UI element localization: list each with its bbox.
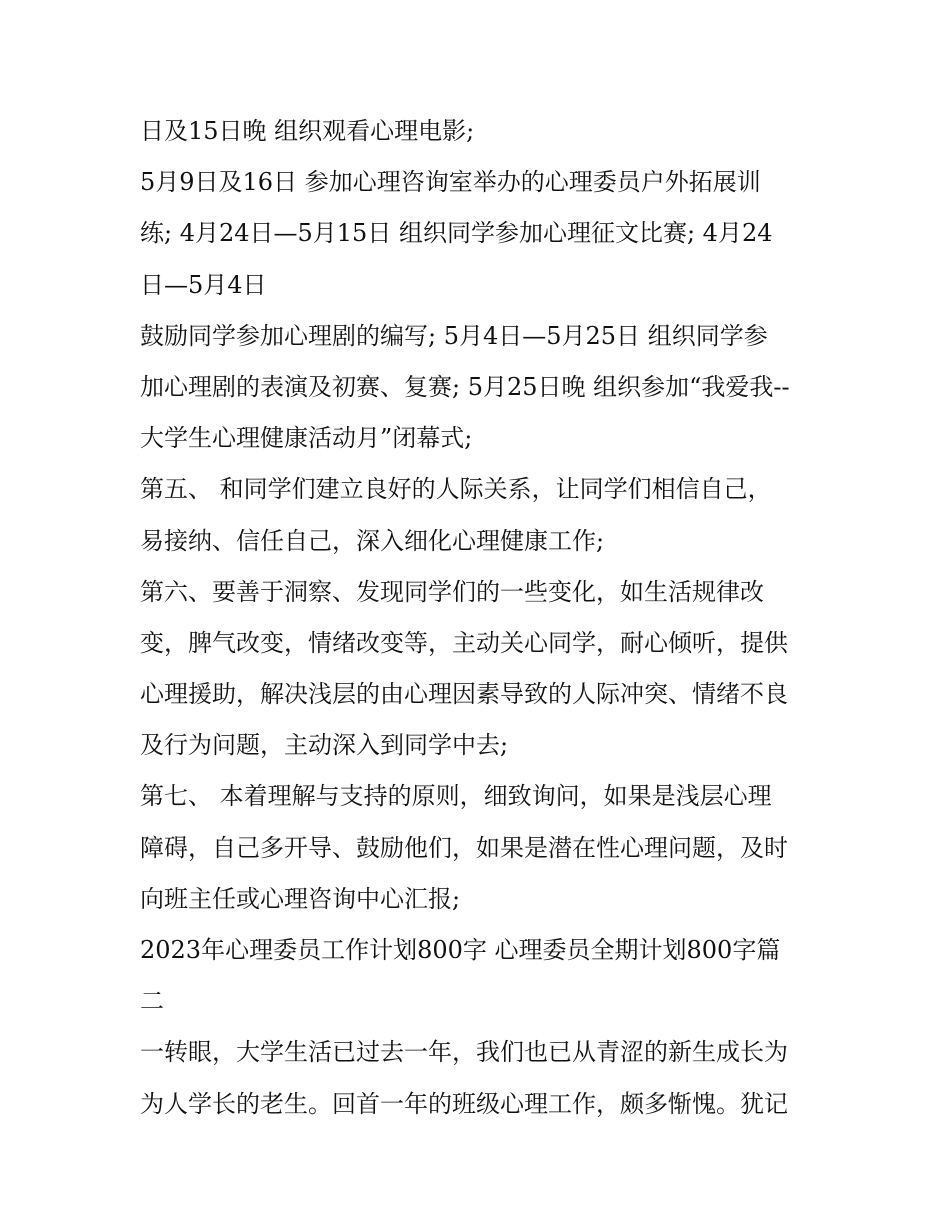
text-line: 第五、 和同学们建立良好的人际关系，让同学们相信自己，	[140, 475, 772, 504]
text-line: 一转眼，大学生活已过去一年，我们也已从青涩的新生成长为	[140, 1038, 788, 1067]
text-line: 2023年心理委员工作计划800字 心理委员全期计划800字篇	[140, 936, 781, 964]
document-body	[140, 106, 820, 1130]
text-line: 练; 4月24日—5月15日 组织同学参加心理征文比赛; 4月24	[140, 219, 773, 248]
text-line: 日—5月4日	[140, 270, 267, 299]
text-line: 日及15日晚 组织观看心理电影;	[140, 117, 475, 145]
text-line: 5月9日及16日 参加心理咨询室举办的心理委员户外拓展训	[140, 168, 761, 197]
text-line: 障碍，自己多开导、鼓励他们，如果是潜在性心理问题，及时	[140, 833, 788, 862]
text-line: 二	[140, 987, 164, 1016]
text-line: 变，脾气改变，情绪改变等，主动关心同学，耐心倾听，提供	[140, 628, 788, 657]
text-line: 鼓励同学参加心理剧的编写; 5月4日—5月25日 组织同学参	[140, 321, 768, 350]
text-line: 易接纳、信任自己，深入细化心理健康工作;	[140, 526, 605, 555]
text-line: 大学生心理健康活动月”闭幕式;	[140, 424, 473, 453]
text-line: 第六、要善于洞察、发现同学们的一些变化，如生活规律改	[140, 577, 764, 606]
text-line: 第七、 本着理解与支持的原则，细致询问，如果是浅层心理	[140, 782, 772, 811]
text-line: 心理援助，解决浅层的由心理因素导致的人际冲突、情绪不良	[140, 680, 788, 709]
text-line: 及行为问题，主动深入到同学中去;	[140, 731, 509, 760]
text-line: 加心理剧的表演及初赛、复赛; 5月25日晚 组织参加“我爱我--	[140, 372, 790, 401]
text-line: 向班主任或心理咨询中心汇报;	[140, 884, 461, 913]
text-line: 为人学长的老生。回首一年的班级心理工作，颇多惭愧。犹记	[140, 1089, 788, 1118]
